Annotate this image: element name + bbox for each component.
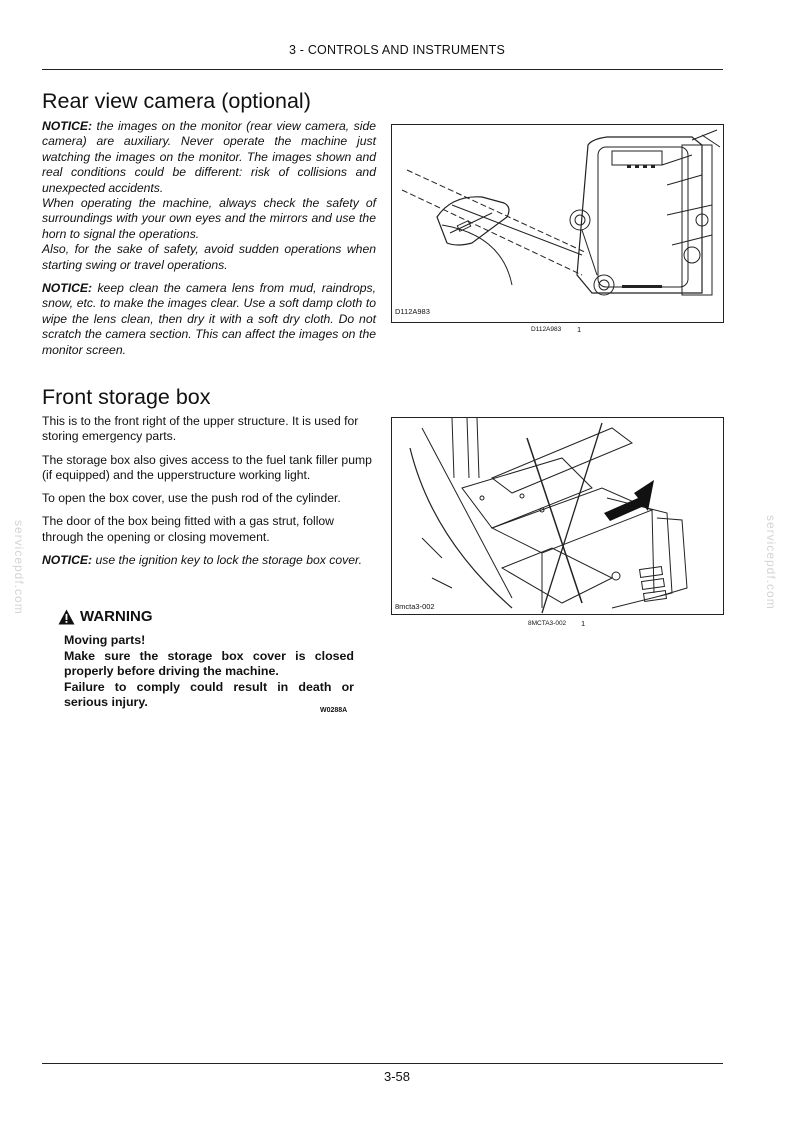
figure-inner-label: D112A983 xyxy=(395,307,430,316)
storage-paragraph-4: The door of the box being fitted with a gas strut, follow through the opening or closing movement. xyxy=(42,514,334,544)
camera-notice-2 xyxy=(42,281,376,358)
warning-line-1: Moving parts! xyxy=(64,633,146,647)
camera-figure xyxy=(391,124,724,323)
warning-title xyxy=(58,608,153,625)
notice-label: NOTICE: xyxy=(42,119,93,133)
header-rule xyxy=(42,69,723,70)
notice-text: the images on the monitor (rear view camera, side camera) are auxiliary. Never operate the machine just watching the images on the monitor. The images shown and real conditions could be different: risk of collisions and unexpected accidents. xyxy=(42,119,376,195)
notice-label: NOTICE: xyxy=(42,553,93,568)
camera-notice-1 xyxy=(42,119,376,196)
camera-text-block xyxy=(42,119,376,358)
warning-body xyxy=(64,633,354,711)
figure-caption-code: 8MCTA3-002 xyxy=(528,620,567,627)
storage-box-figure xyxy=(391,417,724,615)
watermark-right: servicepdf.com xyxy=(764,515,778,610)
footer-rule xyxy=(42,1063,723,1064)
storage-notice xyxy=(42,553,376,568)
section-heading-camera: Rear view camera (optional) xyxy=(42,89,311,113)
storage-box-illustration xyxy=(392,418,723,614)
section-heading-storage: Front storage box xyxy=(42,385,211,409)
storage-text-block xyxy=(42,414,376,576)
figure-inner-label: 8mcta3-002 xyxy=(395,602,435,611)
figure-caption-code: D112A983 xyxy=(531,326,562,333)
notice-text: use the ignition key to lock the storage box cover. xyxy=(92,553,362,568)
notice-text: keep clean the camera lens from mud, raindrops, snow, etc. to make the images clear. Use a soft damp cloth to wipe the lens clean, then dry it with a soft dry cloth. Do not scratch the camera section. This can affect the images on the monitor screen. xyxy=(42,281,376,357)
notice-label: NOTICE: xyxy=(42,281,93,296)
page-number: 3-58 xyxy=(383,1069,411,1084)
storage-paragraph-2: The storage box also gives access to the fuel tank filler pump (if equipped) and the upperstructure working light. xyxy=(42,452,372,483)
camera-illustration xyxy=(392,125,723,322)
warning-title-text: WARNING xyxy=(80,608,153,625)
camera-paragraph-2: When operating the machine, always check the safety of surroundings with your own eyes and the mirrors and use the horn to signal the operations. xyxy=(42,196,376,241)
warning-line-2: Make sure the storage box cover is closed properly before driving the machine. xyxy=(64,648,354,678)
camera-paragraph-3: Also, for the sake of safety, avoid sudden operations when starting swing or travel operations. xyxy=(42,242,376,272)
figure-caption-number: 1 xyxy=(581,619,586,628)
figure-caption-number: 1 xyxy=(577,325,582,334)
warning-line-3: Failure to comply could result in death or serious injury. xyxy=(64,679,354,709)
warning-code: W0288A xyxy=(320,707,348,714)
storage-paragraph-1: This is to the front right of the upper structure. It is used for storing emergency parts. xyxy=(42,414,359,444)
running-header: 3 - CONTROLS AND INSTRUMENTS xyxy=(288,43,506,57)
storage-paragraph-3: To open the box cover, use the push rod of the cylinder. xyxy=(42,491,341,506)
warning-triangle-icon xyxy=(58,609,75,625)
watermark-left: servicepdf.com xyxy=(12,520,26,615)
